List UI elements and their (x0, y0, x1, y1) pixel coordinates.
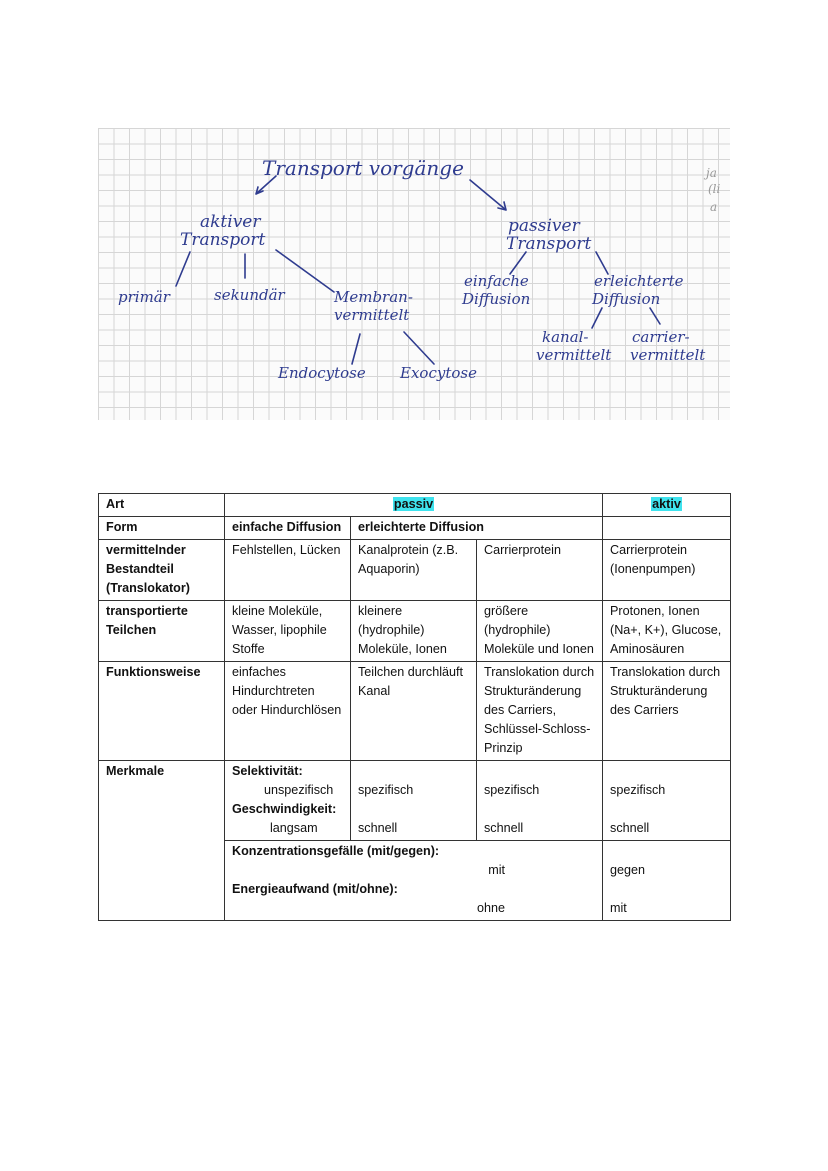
cell: Translokation durch Strukturänderung des Carriers, Schlüssel-Schloss-Prinzip (477, 662, 603, 761)
geschwindigkeit-einfache: langsam (270, 821, 318, 835)
cell: kleinere (hydrophile) Moleküle, Ionen (351, 601, 477, 662)
selektivitaet-aktiv: spezifisch (610, 783, 666, 797)
geschwindigkeit-label: Geschwindigkeit: (232, 802, 337, 816)
selektivitaet-label: Selektivität: (232, 764, 303, 778)
merkmale-passiv-gesamt (225, 841, 603, 921)
cell: Translokation durch Strukturänderung des Carriers (603, 662, 731, 761)
konzentrationsgefaelle-passiv: mit (488, 863, 506, 877)
passiver-transport-label: Transport (506, 234, 592, 254)
merkmale-einfache (225, 761, 351, 841)
margin-scribble-3: a (710, 200, 718, 214)
carrier-label: carrier- (632, 328, 690, 346)
cell: Carrierprotein (Ionenpumpen) (603, 540, 731, 601)
row-label-form: Form (99, 517, 225, 540)
table-row-art (99, 494, 731, 517)
row-label-transportierte-teilchen: transportierte Teilchen (99, 601, 225, 662)
erleichterte-label: erleichterte (594, 272, 684, 290)
passiver-label: passiver (508, 216, 580, 236)
passiv-highlight: passiv (393, 497, 434, 511)
table-row-funktionsweise (99, 662, 731, 761)
table-row-vermittelnder-bestandteil (99, 540, 731, 601)
form-einfache-diffusion: einfache Diffusion (225, 517, 351, 540)
header-passiv (225, 494, 603, 517)
form-aktiv-empty (603, 517, 731, 540)
transport-comparison-table (98, 493, 731, 921)
konzentrationsgefaelle-aktiv: gegen (610, 863, 646, 877)
energieaufwand-aktiv: mit (610, 901, 627, 915)
cell: Teilchen durchläuft Kanal (351, 662, 477, 761)
selektivitaet-einfache: unspezifisch (264, 783, 334, 797)
cell: größere (hydrophile) Moleküle und Ionen (477, 601, 603, 662)
konzentrationsgefaelle-label: Konzentrationsgefälle (mit/gegen): (232, 844, 440, 858)
aktiver-transport-label: Transport (180, 230, 266, 250)
handwritten-concept-map (98, 128, 730, 420)
row-label-vermittelnder-bestandteil: vermittelnder Bestandteil (Translokator) (99, 540, 225, 601)
primar-label: primär (118, 288, 170, 306)
geschwindigkeit-aktiv: schnell (610, 821, 650, 835)
cell: Carrierprotein (477, 540, 603, 601)
margin-scribble-2: (li (708, 182, 721, 196)
energieaufwand-label: Energieaufwand (mit/ohne): (232, 882, 398, 896)
table-row-form (99, 517, 731, 540)
table-row-merkmale (99, 761, 731, 841)
aktiver-label: aktiver (200, 212, 261, 232)
selektivitaet-carrier: spezifisch (484, 783, 540, 797)
root-node-label: Transport vorgänge (262, 156, 464, 180)
cell: einfaches Hindurchtreten oder Hindurchlösen (225, 662, 351, 761)
geschwindigkeit-carrier: schnell (484, 821, 524, 835)
endocytose-label: Endocytose (278, 364, 366, 382)
merkmale-carrier (477, 761, 603, 841)
kanal-label: kanal- (542, 328, 589, 346)
energieaufwand-passiv: ohne (476, 901, 506, 915)
sekundar-label: sekundär (214, 286, 285, 304)
geschwindigkeit-kanal: schnell (358, 821, 398, 835)
row-label-art: Art (99, 494, 225, 517)
merkmale-aktiv (603, 761, 731, 841)
row-label-funktionsweise: Funktionsweise (99, 662, 225, 761)
form-erleichterte-diffusion: erleichterte Diffusion (351, 517, 603, 540)
exocytose-label: Exocytose (400, 364, 477, 382)
merkmale-kanal (351, 761, 477, 841)
cell: Fehlstellen, Lücken (225, 540, 351, 601)
cell: Kanalprotein (z.B. Aquaporin) (351, 540, 477, 601)
membran-vermittelt-label: vermittelt (334, 306, 410, 324)
selektivitaet-kanal: spezifisch (358, 783, 414, 797)
margin-scribble-1: ja (706, 166, 717, 180)
membran-label: Membran- (334, 288, 413, 306)
row-label-merkmale: Merkmale (99, 761, 225, 921)
carrier-vermittelt-label: vermittelt (630, 346, 706, 364)
einfache-diffusion-label: Diffusion (462, 290, 531, 308)
table-row-transportierte-teilchen (99, 601, 731, 662)
merkmale-aktiv-gesamt (603, 841, 731, 921)
aktiv-highlight: aktiv (652, 497, 681, 511)
cell: Protonen, Ionen (Na+, K+), Glucose, Aminosäuren (603, 601, 731, 662)
header-aktiv (603, 494, 731, 517)
erleichterte-diffusion-label: Diffusion (592, 290, 661, 308)
einfache-label: einfache (464, 272, 529, 290)
kanal-vermittelt-label: vermittelt (536, 346, 612, 364)
cell: kleine Moleküle, Wasser, lipophile Stoffe (225, 601, 351, 662)
